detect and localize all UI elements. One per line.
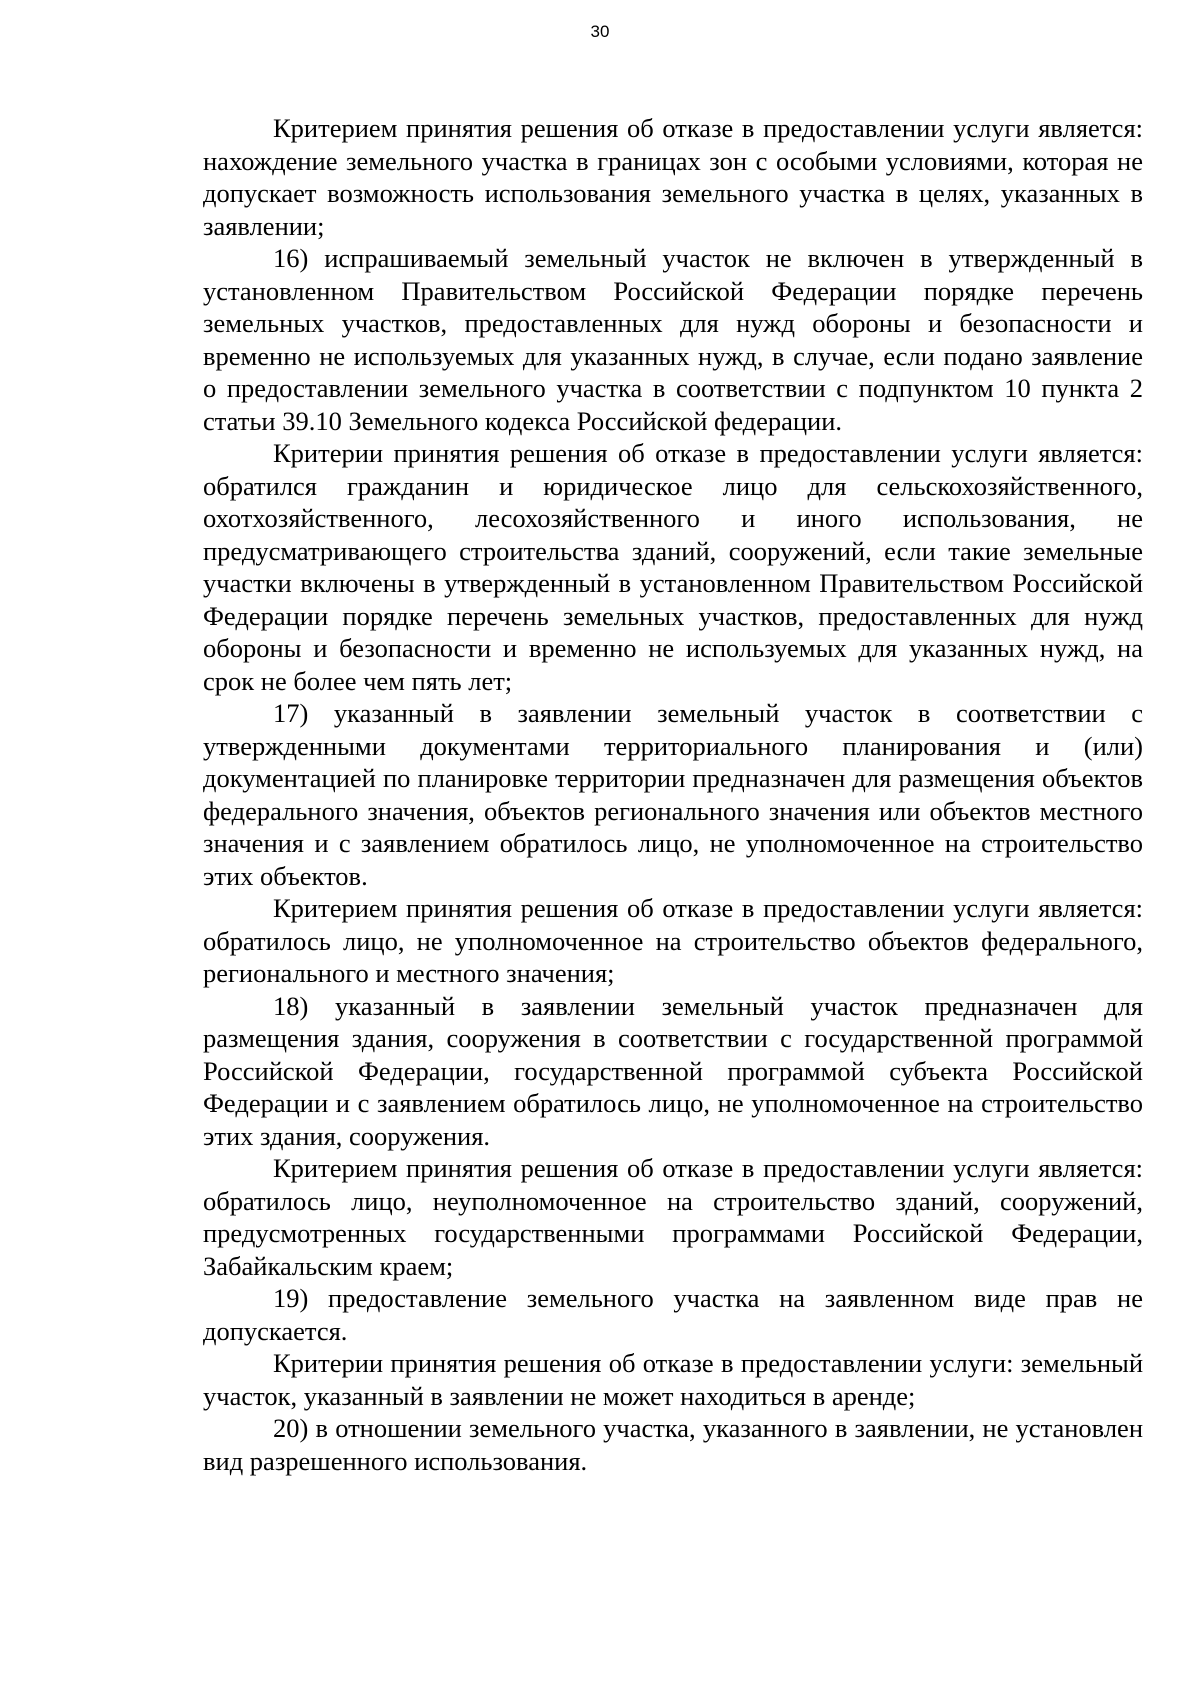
paragraph: Критерием принятия решения об отказе в предоставлении услуги является: нахождение земельного участка в границах зон с особыми условиями, которая не допускает возможность использования земельного участка в целях, указанных в заявлении;	[203, 113, 1143, 241]
page-number: 30	[590, 22, 610, 41]
paragraph: 17) указанный в заявлении земельный участок в соответствии с утвержденными документами территориального планирования и (или) документацией по планировке территории предназначен для размещения объектов федерального значения, объектов регионального значения или объектов местного значения и с заявлением обратилось лицо, не уполномоченное на строительство этих объектов.	[203, 698, 1143, 891]
paragraph: 20) в отношении земельного участка, указанного в заявлении, не установлен вид разрешенного использования.	[203, 1413, 1143, 1476]
paragraph: 19) предоставление земельного участка на заявленном виде прав не допускается.	[203, 1283, 1143, 1346]
paragraph: 16) испрашиваемый земельный участок не включен в утвержденный в установленном Правительством Российской Федерации порядке перечень земельных участков, предоставленных для нужд обороны и безопасности и временно не используемых для указанных нужд, в случае, если подано заявление о предоставлении земельного участка в соответствии с подпунктом 10 пункта 2 статьи 39.10 Земельного кодекса Российской федерации.	[203, 243, 1143, 436]
paragraph: Критерии принятия решения об отказе в предоставлении услуги является: обратился гражданин и юридическое лицо для сельскохозяйственного, охотхозяйственного, лесохозяйственного и иного использования, не предусматривающего строительства зданий, сооружений, если такие земельные участки включены в утвержденный в установленном Правительством Российской Федерации порядке перечень земельных участков, предоставленных для нужд обороны и безопасности и временно не используемых для указанных нужд, на срок не более чем пять лет;	[203, 438, 1143, 696]
paragraph: 18) указанный в заявлении земельный участок предназначен для размещения здания, сооружения в соответствии с государственной программой Российской Федерации, государственной программой субъекта Российской Федерации и с заявлением обратилось лицо, не уполномоченное на строительство этих здания, сооружения.	[203, 990, 1143, 1151]
paragraph: Критерием принятия решения об отказе в предоставлении услуги является: обратилось лицо, не уполномоченное на строительство объектов федерального, регионального и местного значения;	[203, 893, 1143, 988]
document-body	[203, 112, 1143, 1477]
paragraph: Критерием принятия решения об отказе в предоставлении услуги является: обратилось лицо, неуполномоченное на строительство зданий, сооружений, предусмотренных государственными программами Российской Федерации, Забайкальским краем;	[203, 1153, 1143, 1281]
paragraph: Критерии принятия решения об отказе в предоставлении услуги: земельный участок, указанный в заявлении не может находиться в аренде;	[203, 1348, 1143, 1411]
